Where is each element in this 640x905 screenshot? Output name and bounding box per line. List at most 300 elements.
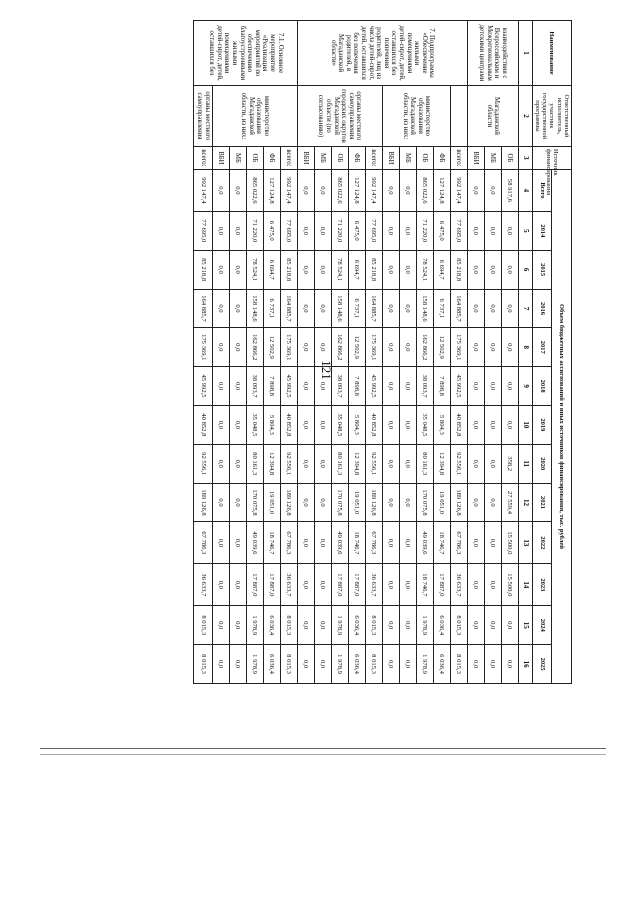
source-cell: ОБ [331,146,348,169]
value-cell: 0,0 [314,444,331,483]
value-cell: 17 887,0 [331,564,348,606]
value-cell: 1 978,9 [331,606,348,645]
value-cell: 0,0 [399,250,416,289]
value-cell: 92 556,1 [194,444,212,483]
value-cell: 80 161,3 [416,444,433,483]
value-cell: 8 015,3 [194,645,212,684]
value-cell: 0,0 [501,645,518,684]
value-cell: 67 786,3 [365,522,382,564]
value-cell: 0,0 [229,328,246,367]
value-cell: 164 885,7 [280,289,297,328]
col-header-year: 2014 [532,211,552,250]
value-cell: 0,0 [484,564,501,606]
col-header-year: 2019 [532,405,552,444]
value-cell: 0,0 [229,645,246,684]
value-cell: 92 556,1 [280,444,297,483]
value-cell: 12 394,8 [433,444,450,483]
value-cell: 17 887,0 [433,564,450,606]
value-cell: 18 746,7 [263,522,280,564]
value-cell: 0,0 [382,405,399,444]
column-number: 3 [518,146,532,169]
value-cell: 77 695,0 [280,211,297,250]
source-cell: ОБ [416,146,433,169]
value-cell: 45 992,5 [450,367,467,406]
responsible-cell: Магаданской области [467,86,518,147]
value-cell: 0,0 [229,444,246,483]
value-cell: 36 633,7 [194,564,212,606]
column-number: 6 [518,250,532,289]
value-cell: 0,0 [467,405,484,444]
value-cell: 6 036,4 [433,606,450,645]
value-cell: 6 475,0 [263,211,280,250]
value-cell: 0,0 [229,564,246,606]
value-cell: 40 852,8 [450,405,467,444]
value-cell: 162 866,2 [416,328,433,367]
col-header-year: 2021 [532,483,552,522]
value-cell: 0,0 [314,606,331,645]
value-cell: 85 218,8 [450,250,467,289]
value-cell: 0,0 [212,250,229,289]
value-cell: 0,0 [467,522,484,564]
value-cell: 38 093,7 [246,367,263,406]
source-cell: ВБИ [212,146,229,169]
value-cell: 175 369,1 [450,328,467,367]
source-cell: ОБ [501,146,518,169]
value-cell: 0,0 [399,444,416,483]
table-row [194,21,212,684]
value-cell: 15 500,0 [501,564,518,606]
value-cell: 0,0 [229,211,246,250]
value-cell: 0,0 [501,250,518,289]
value-cell: 175 369,1 [365,328,382,367]
column-number: 13 [518,522,532,564]
source-cell: МБ [484,146,501,169]
value-cell: 80 161,3 [246,444,263,483]
col-header-year: 2018 [532,367,552,406]
col-header-responsible: Ответственный исполнитель, участник государственной программы [532,86,571,147]
value-cell: 0,0 [297,250,314,289]
source-cell: ФБ [263,146,280,169]
value-cell: 38 093,7 [331,367,348,406]
rotated-table-frame [40,20,572,684]
value-cell: 7 898,8 [263,367,280,406]
value-cell: 0,0 [229,289,246,328]
value-cell: 5 804,3 [433,405,450,444]
value-cell: 0,0 [399,522,416,564]
column-number: 7 [518,289,532,328]
value-cell: 0,0 [314,328,331,367]
value-cell: 0,0 [501,367,518,406]
value-cell: 1 978,9 [331,645,348,684]
value-cell: 15 500,0 [501,522,518,564]
value-cell: 36 633,7 [450,564,467,606]
value-cell: 127 124,8 [348,169,365,211]
value-cell: 45 992,5 [194,367,212,406]
page-number: 121 [318,360,334,380]
value-cell: 164 885,7 [450,289,467,328]
value-cell: 0,0 [314,211,331,250]
value-cell: 5 804,3 [263,405,280,444]
value-cell: 170 075,8 [246,483,263,522]
value-cell: 92 556,1 [365,444,382,483]
scan-edge-line [40,748,606,749]
value-cell: 158 148,6 [331,289,348,328]
value-cell: 58 917,6 [501,169,518,211]
value-cell: 0,0 [229,522,246,564]
table-row [365,21,382,684]
value-cell: 0,0 [297,444,314,483]
value-cell: 358,2 [501,444,518,483]
value-cell: 0,0 [212,211,229,250]
value-cell: 85 218,8 [280,250,297,289]
value-cell: 49 039,6 [246,522,263,564]
value-cell: 85 218,8 [194,250,212,289]
source-cell: всего: [194,146,212,169]
value-cell: 35 048,5 [331,405,348,444]
column-number-row [518,21,532,684]
value-cell: 0,0 [297,169,314,211]
col-header-source: Источник финансирования [532,146,571,169]
col-header-year: 2025 [532,645,552,684]
value-cell: 0,0 [484,250,501,289]
value-cell: 0,0 [467,169,484,211]
responsible-cell: органы местного самоуправления [194,86,212,147]
responsible-cell [450,86,467,147]
value-cell: 162 866,2 [246,328,263,367]
value-cell: 0,0 [382,564,399,606]
table-row [501,21,518,684]
value-cell: 6 475,0 [348,211,365,250]
source-cell: МБ [399,146,416,169]
column-number: 8 [518,328,532,367]
source-cell: всего: [280,146,297,169]
value-cell: 8 015,3 [365,606,382,645]
value-cell: 0,0 [229,367,246,406]
column-number: 5 [518,211,532,250]
responsible-cell: органы местного самоуправления городских округов Магаданской области (по согласованию) [297,86,382,147]
value-cell: 0,0 [501,289,518,328]
value-cell: 6 694,7 [263,250,280,289]
source-cell: ФБ [348,146,365,169]
value-cell: 6 694,7 [433,250,450,289]
value-cell: 0,0 [212,606,229,645]
column-number: 1 [518,21,532,86]
value-cell: 865 022,6 [246,169,263,211]
value-cell: 0,0 [467,645,484,684]
value-cell: 0,0 [212,367,229,406]
value-cell: 78 524,1 [246,250,263,289]
value-cell: 12 502,9 [263,328,280,367]
value-cell: 0,0 [212,564,229,606]
value-cell: 0,0 [399,289,416,328]
value-cell: 0,0 [212,483,229,522]
value-cell: 0,0 [382,328,399,367]
source-cell: ВБИ [382,146,399,169]
source-cell: всего: [450,146,467,169]
responsible-cell: министерство образования Магаданской области, из них: [212,86,297,147]
column-number: 2 [518,86,532,147]
source-cell: ФБ [433,146,450,169]
value-cell: 27 559,4 [501,483,518,522]
value-cell: 12 502,9 [433,328,450,367]
value-cell: 67 786,3 [194,522,212,564]
value-cell: 189 126,8 [450,483,467,522]
value-cell: 0,0 [399,211,416,250]
value-cell: 36 633,7 [280,564,297,606]
value-cell: 0,0 [501,328,518,367]
value-cell: 0,0 [229,483,246,522]
value-cell: 0,0 [212,405,229,444]
value-cell: 0,0 [399,367,416,406]
program-name-cell: взаимодействия с Всероссийским и Межрегиональным детскими центрами [467,21,518,86]
value-cell: 0,0 [382,211,399,250]
value-cell: 19 051,0 [433,483,450,522]
value-cell: 40 852,8 [365,405,382,444]
value-cell: 0,0 [467,444,484,483]
value-cell: 0,0 [212,289,229,328]
column-number: 15 [518,606,532,645]
value-cell: 6 694,7 [348,250,365,289]
value-cell: 0,0 [399,405,416,444]
table-row [450,21,467,684]
value-cell: 0,0 [399,483,416,522]
value-cell: 17 887,0 [348,564,365,606]
value-cell: 0,0 [382,522,399,564]
source-cell: МБ [314,146,331,169]
scan-edge-line [40,754,606,755]
value-cell: 45 992,5 [280,367,297,406]
column-number: 16 [518,645,532,684]
value-cell: 164 885,7 [194,289,212,328]
value-cell: 0,0 [382,169,399,211]
value-cell: 158 148,6 [416,289,433,328]
value-cell: 18 746,7 [433,522,450,564]
value-cell: 17 887,0 [263,564,280,606]
value-cell: 40 852,8 [194,405,212,444]
value-cell: 6 036,4 [263,645,280,684]
column-number: 12 [518,483,532,522]
value-cell: 77 695,0 [194,211,212,250]
col-header-financing: Объем бюджетных ассигнований и иных источников финансирования, тыс. рублей [552,169,572,683]
col-header-year: 2023 [532,564,552,606]
value-cell: 19 051,0 [348,483,365,522]
value-cell: 189 126,8 [194,483,212,522]
value-cell: 0,0 [382,606,399,645]
value-cell: 0,0 [314,645,331,684]
value-cell: 85 218,8 [365,250,382,289]
value-cell: 6 737,1 [263,289,280,328]
value-cell: 12 502,9 [348,328,365,367]
value-cell: 170 075,8 [416,483,433,522]
value-cell: 0,0 [467,289,484,328]
value-cell: 0,0 [314,367,331,406]
value-cell: 45 992,5 [365,367,382,406]
value-cell: 7 898,8 [433,367,450,406]
source-cell: ОБ [246,146,263,169]
value-cell: 175 369,1 [280,328,297,367]
value-cell: 0,0 [297,645,314,684]
value-cell: 992 147,4 [450,169,467,211]
value-cell: 18 746,7 [416,564,433,606]
responsible-cell: министерство образования Магаданской области, из них: [382,86,450,147]
value-cell: 0,0 [484,483,501,522]
value-cell: 5 804,3 [348,405,365,444]
column-number: 11 [518,444,532,483]
value-cell: 0,0 [484,444,501,483]
value-cell: 0,0 [382,444,399,483]
value-cell: 0,0 [297,564,314,606]
value-cell: 0,0 [314,169,331,211]
value-cell: 0,0 [314,405,331,444]
col-header-year: 2024 [532,606,552,645]
value-cell: 1 978,9 [416,645,433,684]
value-cell: 6 036,4 [348,645,365,684]
value-cell: 0,0 [314,522,331,564]
value-cell: 0,0 [314,483,331,522]
value-cell: 0,0 [229,405,246,444]
value-cell: 6 036,4 [263,606,280,645]
value-cell: 67 786,3 [280,522,297,564]
value-cell: 71 220,0 [416,211,433,250]
value-cell: 0,0 [467,483,484,522]
program-name-cell: 7. Подпрограмма «Обеспечение жилыми помещениями детей-сирот, детей, оставшихся без попечения родителей, лиц из числа детей-сирот, детей, оставшихся без попечения родителей, в Магаданской области» [297,21,467,86]
value-cell: 992 147,4 [280,169,297,211]
value-cell: 992 147,4 [365,169,382,211]
value-cell: 38 093,7 [416,367,433,406]
value-cell: 0,0 [297,289,314,328]
value-cell: 8 015,3 [365,645,382,684]
value-cell: 8 015,3 [450,606,467,645]
source-cell: ВБИ [297,146,314,169]
value-cell: 127 124,8 [263,169,280,211]
value-cell: 0,0 [484,289,501,328]
value-cell: 0,0 [297,367,314,406]
value-cell: 8 015,3 [450,645,467,684]
value-cell: 49 039,6 [416,522,433,564]
value-cell: 0,0 [467,250,484,289]
value-cell: 18 746,7 [348,522,365,564]
value-cell: 1 978,9 [246,606,263,645]
value-cell: 865 022,6 [331,169,348,211]
col-header-year: 2020 [532,444,552,483]
value-cell: 0,0 [467,564,484,606]
value-cell: 6 036,4 [433,645,450,684]
col-header-year: 2015 [532,250,552,289]
col-header-year: 2016 [532,289,552,328]
column-number: 4 [518,169,532,211]
value-cell: 0,0 [501,405,518,444]
value-cell: 0,0 [467,367,484,406]
value-cell: 0,0 [382,483,399,522]
col-header-year: 2022 [532,522,552,564]
value-cell: 0,0 [484,405,501,444]
value-cell: 71 220,0 [331,211,348,250]
table-row [280,21,297,684]
value-cell: 78 524,1 [416,250,433,289]
value-cell: 0,0 [467,606,484,645]
value-cell: 0,0 [484,169,501,211]
value-cell: 19 051,0 [263,483,280,522]
value-cell: 92 556,1 [450,444,467,483]
value-cell: 0,0 [212,522,229,564]
value-cell: 49 039,6 [331,522,348,564]
value-cell: 0,0 [467,328,484,367]
value-cell: 189 126,8 [365,483,382,522]
value-cell: 0,0 [382,250,399,289]
value-cell: 0,0 [501,211,518,250]
col-header-name: Наименование [532,21,571,86]
value-cell: 35 048,5 [416,405,433,444]
value-cell: 0,0 [484,328,501,367]
value-cell: 80 161,3 [331,444,348,483]
value-cell: 35 048,5 [246,405,263,444]
value-cell: 175 369,1 [194,328,212,367]
value-cell: 8 015,3 [194,606,212,645]
value-cell: 0,0 [399,606,416,645]
value-cell: 0,0 [382,645,399,684]
value-cell: 0,0 [297,522,314,564]
value-cell: 170 075,8 [331,483,348,522]
value-cell: 0,0 [297,606,314,645]
value-cell: 12 394,8 [348,444,365,483]
value-cell: 992 147,4 [194,169,212,211]
value-cell: 40 852,8 [280,405,297,444]
value-cell: 12 394,8 [263,444,280,483]
value-cell: 0,0 [484,367,501,406]
value-cell: 71 220,0 [246,211,263,250]
value-cell: 0,0 [501,606,518,645]
value-cell: 127 124,8 [433,169,450,211]
value-cell: 0,0 [229,606,246,645]
value-cell: 0,0 [212,328,229,367]
program-name-cell: 7.1. Основное мероприятие «Реализация мероприятий по обеспечению благоустроенными жилыми помещениями детей-сирот, детей, оставшихся без [194,21,297,86]
value-cell: 0,0 [297,211,314,250]
value-cell: 0,0 [484,606,501,645]
table-row [433,21,450,684]
value-cell: 77 695,0 [450,211,467,250]
value-cell: 1 978,9 [246,645,263,684]
source-cell: ВБИ [467,146,484,169]
value-cell: 8 015,3 [280,606,297,645]
value-cell: 6 737,1 [433,289,450,328]
value-cell: 162 866,2 [331,328,348,367]
value-cell: 0,0 [297,328,314,367]
financing-table [193,20,572,684]
value-cell: 8 015,3 [280,645,297,684]
value-cell: 0,0 [382,367,399,406]
column-number: 10 [518,405,532,444]
col-header-year: 2017 [532,328,552,367]
value-cell: 0,0 [314,564,331,606]
column-number: 14 [518,564,532,606]
source-cell: МБ [229,146,246,169]
column-number: 9 [518,367,532,406]
value-cell: 0,0 [399,645,416,684]
value-cell: 0,0 [229,250,246,289]
value-cell: 0,0 [399,169,416,211]
value-cell: 0,0 [382,289,399,328]
value-cell: 0,0 [212,169,229,211]
value-cell: 36 633,7 [365,564,382,606]
value-cell: 0,0 [484,522,501,564]
value-cell: 0,0 [212,444,229,483]
value-cell: 0,0 [484,211,501,250]
source-cell: всего: [365,146,382,169]
value-cell: 6 036,4 [348,606,365,645]
value-cell: 164 885,7 [365,289,382,328]
value-cell: 1 978,9 [416,606,433,645]
value-cell: 0,0 [229,169,246,211]
